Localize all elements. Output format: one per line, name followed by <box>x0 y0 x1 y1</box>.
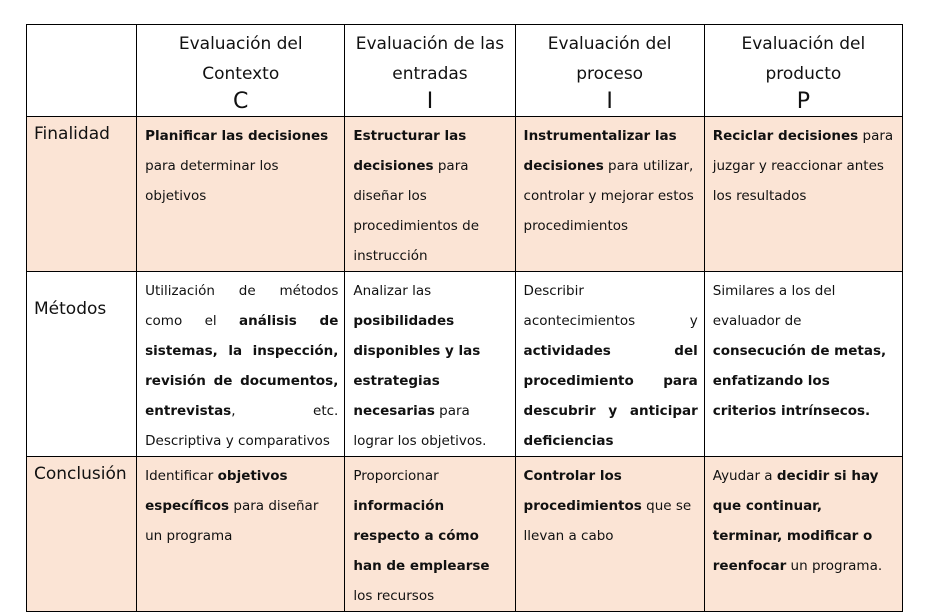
emphasized-text: objetivos específicos <box>145 468 288 514</box>
header-title-line1: Evaluación de las <box>355 34 505 54</box>
row-metodos <box>27 272 903 457</box>
row-finalidad <box>27 117 903 272</box>
cell-text: Proporcionar <box>353 468 439 484</box>
cell-text: Ayudar a <box>712 468 777 484</box>
cell-text: que se llevan a cabo <box>523 498 692 544</box>
cell-text: Describir acontecimientos y <box>523 283 698 329</box>
header-entradas <box>345 25 515 117</box>
cell-conclusion-contexto <box>137 457 345 612</box>
header-title-line2: entradas <box>392 64 468 84</box>
cell-finalidad-entradas <box>345 117 515 272</box>
header-producto <box>704 25 902 117</box>
cell-text: Identificar <box>145 468 218 484</box>
cell-conclusion-entradas <box>345 457 515 612</box>
cell-conclusion-producto <box>704 457 902 612</box>
cell-metodos-producto <box>704 272 902 457</box>
row-label-metodos: Métodos <box>27 272 137 457</box>
cell-conclusion-proceso <box>515 457 704 612</box>
emphasized-text: posibilidades disponibles y las estrategias necesarias <box>353 313 481 419</box>
cell-text: para diseñar los procedimientos de instrucción <box>353 158 480 264</box>
header-letter: C <box>233 89 249 114</box>
row-label-finalidad: Finalidad <box>27 117 137 272</box>
cell-finalidad-producto <box>704 117 902 272</box>
cell-text: para juzgar y reaccionar antes los resultados <box>712 128 894 204</box>
cell-text: los recursos <box>353 588 435 604</box>
emphasized-text: análisis de sistemas, la inspección, revisión de documentos, entrevistas <box>145 313 339 419</box>
emphasized-text: Estructurar las decisiones <box>353 128 467 174</box>
header-row <box>27 25 903 117</box>
cell-finalidad-contexto <box>137 117 345 272</box>
cell-text: Similares a los del evaluador de <box>712 283 836 329</box>
emphasized-text: Reciclar decisiones <box>712 128 859 144</box>
emphasized-text: consecución de metas, enfatizando los criterios intrínsecos. <box>712 343 887 419</box>
row-label-conclusion: Conclusión <box>27 457 137 612</box>
header-letter: P <box>796 89 811 114</box>
cell-text: Analizar las <box>353 283 432 299</box>
header-proceso <box>515 25 704 117</box>
cell-metodos-contexto <box>137 272 345 457</box>
cell-text: para determinar los objetivos <box>145 158 279 204</box>
cell-text: para utilizar, controlar y mejorar estos procedimientos <box>523 158 694 234</box>
emphasized-text: decidir si hay que continuar, terminar, modificar o reenfocar <box>712 468 879 574</box>
header-letter: I <box>606 89 613 114</box>
header-letter: I <box>426 89 434 114</box>
cell-text: para diseñar un programa <box>145 498 319 544</box>
emphasized-text: información respecto a cómo han de emplearse <box>353 498 490 574</box>
header-corner-cell <box>27 25 137 117</box>
header-title-line2: Contexto <box>202 64 280 84</box>
row-conclusion <box>27 457 903 612</box>
emphasized-text: actividades del procedimiento para descubrir y anticipar deficiencias <box>523 343 698 449</box>
cipp-model-table <box>26 24 903 612</box>
emphasized-text: Planificar las decisiones <box>145 128 329 144</box>
cell-text: Utilización de métodos como el <box>145 283 339 329</box>
cell-text: un programa. <box>786 558 883 574</box>
header-title-line1: Evaluación del <box>547 34 672 54</box>
emphasized-text: Instrumentalizar las decisiones <box>523 128 677 174</box>
cell-metodos-entradas <box>345 272 515 457</box>
header-title-line1: Evaluación del <box>178 34 303 54</box>
cell-metodos-proceso <box>515 272 704 457</box>
emphasized-text: Controlar los procedimientos <box>523 468 642 514</box>
cell-finalidad-proceso <box>515 117 704 272</box>
header-title-line1: Evaluación del <box>741 34 866 54</box>
cell-text: para lograr los objetivos. <box>353 403 487 449</box>
header-contexto <box>137 25 345 117</box>
cell-text: , etc. Descriptiva y comparativos <box>145 403 339 449</box>
header-title-line2: producto <box>765 64 842 84</box>
header-title-line2: proceso <box>576 64 644 84</box>
